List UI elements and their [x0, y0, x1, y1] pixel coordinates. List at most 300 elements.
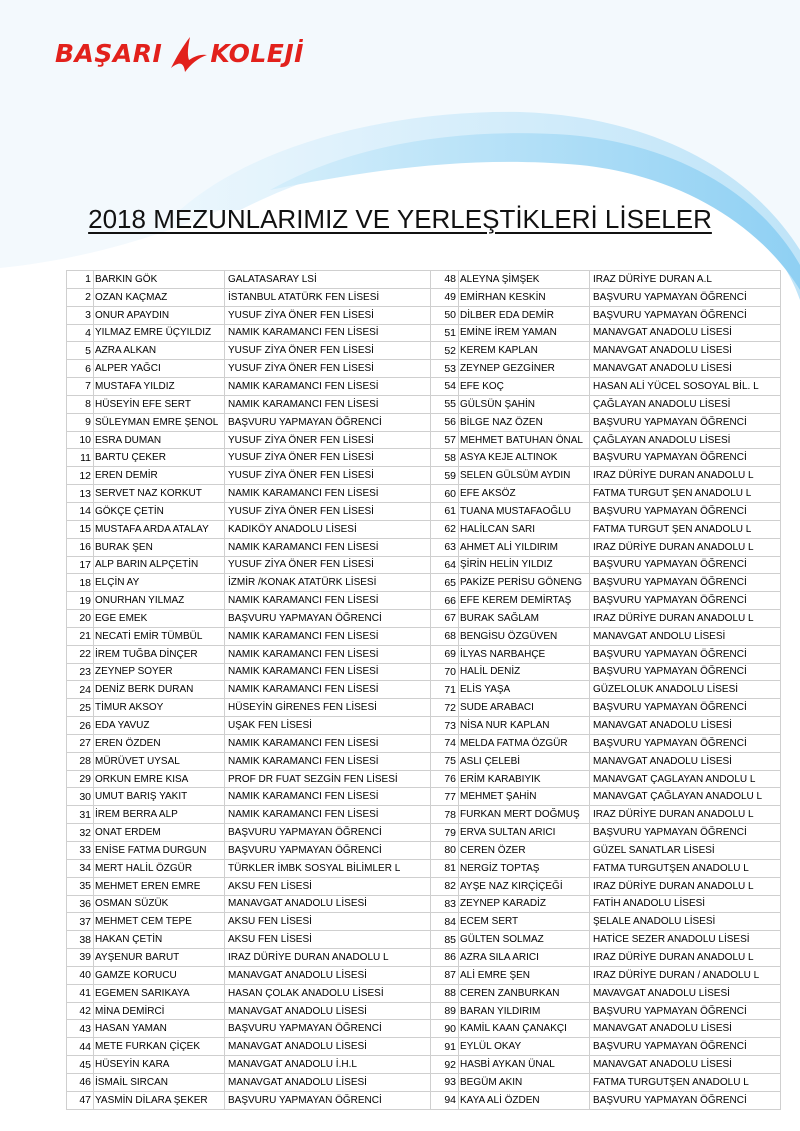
table-row: [431, 645, 781, 663]
student-name: GAMZE KORUCU: [94, 966, 225, 984]
logo-swoosh-icon: [163, 34, 209, 74]
placed-school: AKSU FEN LİSESİ: [225, 877, 431, 895]
row-number: 94: [431, 1091, 459, 1109]
student-name: MİNA DEMİRCİ: [94, 1002, 225, 1020]
table-row: [431, 538, 781, 556]
placed-school: BAŞVURU YAPMAYAN ÖĞRENCİ: [590, 699, 781, 717]
row-number: 55: [431, 395, 459, 413]
logo-text-right: KOLEJİ: [210, 39, 304, 68]
student-name: MEHMET BATUHAN ÖNAL: [459, 431, 590, 449]
table-row: [431, 431, 781, 449]
placed-school: HASAN ÇOLAK ANADOLU LİSESİ: [225, 984, 431, 1002]
row-number: 80: [431, 842, 459, 860]
row-number: 68: [431, 627, 459, 645]
placed-school: BAŞVURU YAPMAYAN ÖĞRENCİ: [590, 413, 781, 431]
row-number: 59: [431, 467, 459, 485]
row-number: 70: [431, 663, 459, 681]
table-row: [67, 360, 431, 378]
student-name: HALİL DENİZ: [459, 663, 590, 681]
row-number: 61: [431, 502, 459, 520]
table-row: [431, 1056, 781, 1074]
student-name: EMİRHAN KESKİN: [459, 288, 590, 306]
table-row: [431, 288, 781, 306]
placed-school: YUSUF ZİYA ÖNER FEN LİSESİ: [225, 502, 431, 520]
row-number: 57: [431, 431, 459, 449]
student-name: BURAK ŞEN: [94, 538, 225, 556]
row-number: 43: [67, 1020, 94, 1038]
row-number: 32: [67, 824, 94, 842]
table-row: [67, 395, 431, 413]
student-name: NİSA NUR KAPLAN: [459, 717, 590, 735]
placed-school: BAŞVURU YAPMAYAN ÖĞRENCİ: [590, 306, 781, 324]
placed-school: BAŞVURU YAPMAYAN ÖĞRENCİ: [590, 1038, 781, 1056]
row-number: 17: [67, 556, 94, 574]
student-name: ZEYNEP KARADİZ: [459, 895, 590, 913]
row-number: 16: [67, 538, 94, 556]
placed-school: BAŞVURU YAPMAYAN ÖĞRENCİ: [590, 449, 781, 467]
student-name: MUSTAFA YILDIZ: [94, 378, 225, 396]
placed-school: NAMIK KARAMANCI FEN LİSESİ: [225, 592, 431, 610]
student-name: BURAK SAĞLAM: [459, 610, 590, 628]
student-name: MERT HALİL ÖZGÜR: [94, 859, 225, 877]
student-name: AZRA SILA ARICI: [459, 949, 590, 967]
placed-school: BAŞVURU YAPMAYAN ÖĞRENCİ: [590, 574, 781, 592]
student-name: ORKUN EMRE KISA: [94, 770, 225, 788]
row-number: 39: [67, 949, 94, 967]
table-row: [67, 877, 431, 895]
table-row: [431, 360, 781, 378]
student-name: ECEM SERT: [459, 913, 590, 931]
table-row: [67, 288, 431, 306]
page-title: 2018 MEZUNLARIMIZ VE YERLEŞTİKLERİ LİSELER: [88, 204, 712, 234]
row-number: 9: [67, 413, 94, 431]
row-number: 66: [431, 592, 459, 610]
table-row: [431, 681, 781, 699]
table-row: [431, 931, 781, 949]
row-number: 41: [67, 984, 94, 1002]
placed-school: MANAVGAT ANADOLU LİSESİ: [590, 752, 781, 770]
student-name: BİLGE NAZ ÖZEN: [459, 413, 590, 431]
student-name: AYŞENUR BARUT: [94, 949, 225, 967]
row-number: 20: [67, 610, 94, 628]
table-row: [67, 859, 431, 877]
placed-school: YUSUF ZİYA ÖNER FEN LİSESİ: [225, 306, 431, 324]
student-name: ALP BARIN ALPÇETİN: [94, 556, 225, 574]
row-number: 48: [431, 271, 459, 289]
placed-school: MANAVGAT ANADOLU LİSESİ: [590, 1020, 781, 1038]
student-name: BARTU ÇEKER: [94, 449, 225, 467]
table-row: [67, 520, 431, 538]
row-number: 85: [431, 931, 459, 949]
table-row: [67, 913, 431, 931]
student-name: ERİM KARABIYIK: [459, 770, 590, 788]
student-name: GÖKÇE ÇETİN: [94, 502, 225, 520]
table-row: [67, 467, 431, 485]
row-number: 26: [67, 717, 94, 735]
row-number: 64: [431, 556, 459, 574]
row-number: 73: [431, 717, 459, 735]
row-number: 36: [67, 895, 94, 913]
table-row: [67, 770, 431, 788]
row-number: 51: [431, 324, 459, 342]
row-number: 53: [431, 360, 459, 378]
placed-school: MANAVGAT ANADOLU LİSESİ: [590, 324, 781, 342]
row-number: 69: [431, 645, 459, 663]
table-row: [67, 431, 431, 449]
row-number: 42: [67, 1002, 94, 1020]
student-name: HASAN YAMAN: [94, 1020, 225, 1038]
placed-school: BAŞVURU YAPMAYAN ÖĞRENCİ: [225, 824, 431, 842]
placed-school: MANAVGAT ÇAGLAYAN ANDOLU L: [590, 770, 781, 788]
row-number: 6: [67, 360, 94, 378]
placed-school: MANAVGAT ANADOLU İ.H.L: [225, 1056, 431, 1074]
table-row: [67, 699, 431, 717]
graduates-table-left: [66, 270, 431, 1110]
row-number: 11: [67, 449, 94, 467]
student-name: KEREM KAPLAN: [459, 342, 590, 360]
row-number: 35: [67, 877, 94, 895]
table-row: [67, 984, 431, 1002]
logo-text-left: BAŞARI: [55, 39, 163, 68]
placed-school: MANAVGAT ANADOLU LİSESİ: [225, 966, 431, 984]
row-number: 56: [431, 413, 459, 431]
placed-school: HATİCE SEZER ANADOLU LİSESİ: [590, 931, 781, 949]
placed-school: BAŞVURU YAPMAYAN ÖĞRENCİ: [590, 824, 781, 842]
student-name: MELDA FATMA ÖZGÜR: [459, 734, 590, 752]
row-number: 14: [67, 502, 94, 520]
student-name: ZEYNEP GEZGİNER: [459, 360, 590, 378]
row-number: 54: [431, 378, 459, 396]
student-name: ONAT ERDEM: [94, 824, 225, 842]
row-number: 78: [431, 806, 459, 824]
student-name: EFE KOÇ: [459, 378, 590, 396]
row-number: 4: [67, 324, 94, 342]
placed-school: NAMIK KARAMANCI FEN LİSESİ: [225, 788, 431, 806]
student-name: EFE KEREM DEMİRTAŞ: [459, 592, 590, 610]
placed-school: FATMA TURGUTŞEN ANADOLU L: [590, 1073, 781, 1091]
placed-school: YUSUF ZİYA ÖNER FEN LİSESİ: [225, 449, 431, 467]
student-name: EYLÜL OKAY: [459, 1038, 590, 1056]
placed-school: NAMIK KARAMANCI FEN LİSESİ: [225, 395, 431, 413]
table-row: [431, 699, 781, 717]
table-row: [431, 734, 781, 752]
student-name: HÜSEYİN EFE SERT: [94, 395, 225, 413]
table-row: [431, 610, 781, 628]
placed-school: AKSU FEN LİSESİ: [225, 931, 431, 949]
placed-school: IRAZ DÜRİYE DURAN ANADOLU L: [590, 949, 781, 967]
student-name: ONURHAN YILMAZ: [94, 592, 225, 610]
student-name: ASLI ÇELEBİ: [459, 752, 590, 770]
placed-school: UŞAK FEN LİSESİ: [225, 717, 431, 735]
graduates-table-right: [430, 270, 781, 1110]
student-name: EREN DEMİR: [94, 467, 225, 485]
student-name: ŞİRİN HELİN YILDIZ: [459, 556, 590, 574]
placed-school: MANAVGAT ANADOLU LİSESİ: [590, 360, 781, 378]
table-row: [431, 1038, 781, 1056]
row-number: 79: [431, 824, 459, 842]
table-row: [431, 592, 781, 610]
table-row: [67, 306, 431, 324]
row-number: 47: [67, 1091, 94, 1109]
student-name: OZAN KAÇMAZ: [94, 288, 225, 306]
student-name: FURKAN MERT DOĞMUŞ: [459, 806, 590, 824]
row-number: 92: [431, 1056, 459, 1074]
table-row: [67, 966, 431, 984]
placed-school: NAMIK KARAMANCI FEN LİSESİ: [225, 681, 431, 699]
placed-school: YUSUF ZİYA ÖNER FEN LİSESİ: [225, 360, 431, 378]
placed-school: MANAVGAT ANADOLU LİSESİ: [225, 1038, 431, 1056]
placed-school: YUSUF ZİYA ÖNER FEN LİSESİ: [225, 342, 431, 360]
table-row: [67, 752, 431, 770]
row-number: 28: [67, 752, 94, 770]
student-name: ALİ EMRE ŞEN: [459, 966, 590, 984]
student-name: YASMİN DİLARA ŞEKER: [94, 1091, 225, 1109]
student-name: MEHMET EREN EMRE: [94, 877, 225, 895]
table-row: [431, 485, 781, 503]
placed-school: BAŞVURU YAPMAYAN ÖĞRENCİ: [590, 288, 781, 306]
table-row: [67, 1056, 431, 1074]
row-number: 5: [67, 342, 94, 360]
row-number: 67: [431, 610, 459, 628]
placed-school: GÜZELOLUK ANADOLU LİSESİ: [590, 681, 781, 699]
student-name: AZRA ALKAN: [94, 342, 225, 360]
row-number: 24: [67, 681, 94, 699]
row-number: 58: [431, 449, 459, 467]
row-number: 75: [431, 752, 459, 770]
row-number: 77: [431, 788, 459, 806]
placed-school: NAMIK KARAMANCI FEN LİSESİ: [225, 378, 431, 396]
student-name: NERGİZ TOPTAŞ: [459, 859, 590, 877]
row-number: 3: [67, 306, 94, 324]
row-number: 31: [67, 806, 94, 824]
table-row: [67, 556, 431, 574]
table-row: [67, 574, 431, 592]
placed-school: MANAVGAT ÇAĞLAYAN ANADOLU L: [590, 788, 781, 806]
student-name: BENGİSU ÖZGÜVEN: [459, 627, 590, 645]
table-row: [431, 627, 781, 645]
student-name: MEHMET ŞAHİN: [459, 788, 590, 806]
placed-school: NAMIK KARAMANCI FEN LİSESİ: [225, 485, 431, 503]
row-number: 1: [67, 271, 94, 289]
logo: [55, 34, 304, 74]
table-row: [431, 1002, 781, 1020]
placed-school: IRAZ DÜRİYE DURAN / ANADOLU L: [590, 966, 781, 984]
placed-school: HÜSEYİN GİRENES FEN LİSESİ: [225, 699, 431, 717]
row-number: 89: [431, 1002, 459, 1020]
student-name: ALEYNA ŞİMŞEK: [459, 271, 590, 289]
table-row: [431, 966, 781, 984]
row-number: 62: [431, 520, 459, 538]
table-row: [67, 1073, 431, 1091]
placed-school: MANAVGAT ANADOLU LİSESİ: [590, 342, 781, 360]
table-row: [431, 556, 781, 574]
row-number: 15: [67, 520, 94, 538]
placed-school: GALATASARAY LSİ: [225, 271, 431, 289]
table-row: [431, 449, 781, 467]
row-number: 25: [67, 699, 94, 717]
table-row: [431, 520, 781, 538]
row-number: 76: [431, 770, 459, 788]
table-row: [67, 931, 431, 949]
table-row: [67, 538, 431, 556]
student-name: EGE EMEK: [94, 610, 225, 628]
table-row: [67, 717, 431, 735]
table-row: [431, 271, 781, 289]
placed-school: IRAZ DÜRİYE DURAN ANADOLU L: [590, 467, 781, 485]
table-row: [67, 1002, 431, 1020]
placed-school: IRAZ DÜRİYE DURAN ANADOLU L: [590, 538, 781, 556]
row-number: 30: [67, 788, 94, 806]
student-name: İREM BERRA ALP: [94, 806, 225, 824]
student-name: TUANA MUSTAFAOĞLU: [459, 502, 590, 520]
row-number: 23: [67, 663, 94, 681]
table-row: [67, 788, 431, 806]
row-number: 74: [431, 734, 459, 752]
placed-school: HASAN ALİ YÜCEL SOSOYAL BİL. L: [590, 378, 781, 396]
placed-school: NAMIK KARAMANCI FEN LİSESİ: [225, 734, 431, 752]
row-number: 52: [431, 342, 459, 360]
student-name: HAKAN ÇETİN: [94, 931, 225, 949]
student-name: İREM TUĞBA DİNÇER: [94, 645, 225, 663]
row-number: 44: [67, 1038, 94, 1056]
table-row: [67, 1091, 431, 1109]
student-name: KAMİL KAAN ÇANAKÇI: [459, 1020, 590, 1038]
placed-school: MANAVGAT ANADOLU LİSESİ: [225, 1002, 431, 1020]
student-name: ALPER YAĞCI: [94, 360, 225, 378]
table-row: [67, 413, 431, 431]
placed-school: IRAZ DÜRİYE DURAN ANADOLU L: [590, 877, 781, 895]
placed-school: KADIKÖY ANADOLU LİSESİ: [225, 520, 431, 538]
table-row: [67, 502, 431, 520]
placed-school: IRAZ DÜRİYE DURAN ANADOLU L: [590, 806, 781, 824]
table-row: [431, 984, 781, 1002]
placed-school: NAMIK KARAMANCI FEN LİSESİ: [225, 324, 431, 342]
student-name: OSMAN SÜZÜK: [94, 895, 225, 913]
placed-school: BAŞVURU YAPMAYAN ÖĞRENCİ: [590, 645, 781, 663]
student-name: ERVA SULTAN ARICI: [459, 824, 590, 842]
row-number: 65: [431, 574, 459, 592]
row-number: 21: [67, 627, 94, 645]
student-name: HASBİ AYKAN ÜNAL: [459, 1056, 590, 1074]
placed-school: YUSUF ZİYA ÖNER FEN LİSESİ: [225, 556, 431, 574]
table-row: [431, 467, 781, 485]
table-row: [67, 842, 431, 860]
table-row: [431, 806, 781, 824]
table-row: [431, 663, 781, 681]
row-number: 34: [67, 859, 94, 877]
placed-school: BAŞVURU YAPMAYAN ÖĞRENCİ: [225, 1020, 431, 1038]
placed-school: ÇAĞLAYAN ANADOLU LİSESİ: [590, 395, 781, 413]
row-number: 81: [431, 859, 459, 877]
placed-school: TÜRKLER İMBK SOSYAL BİLİMLER L: [225, 859, 431, 877]
table-row: [67, 806, 431, 824]
placed-school: YUSUF ZİYA ÖNER FEN LİSESİ: [225, 467, 431, 485]
student-name: AHMET ALİ YILDIRIM: [459, 538, 590, 556]
placed-school: IRAZ DÜRİYE DURAN ANADOLU L: [590, 610, 781, 628]
placed-school: MANAVGAT ANADOLU LİSESİ: [225, 895, 431, 913]
student-name: EDA YAVUZ: [94, 717, 225, 735]
table-row: [67, 645, 431, 663]
table-row: [67, 734, 431, 752]
row-number: 22: [67, 645, 94, 663]
table-row: [67, 271, 431, 289]
placed-school: PROF DR FUAT SEZGİN FEN LİSESİ: [225, 770, 431, 788]
row-number: 37: [67, 913, 94, 931]
student-name: İSMAİL SIRCAN: [94, 1073, 225, 1091]
row-number: 83: [431, 895, 459, 913]
student-name: CEREN ZANBURKAN: [459, 984, 590, 1002]
row-number: 33: [67, 842, 94, 860]
row-number: 88: [431, 984, 459, 1002]
row-number: 38: [67, 931, 94, 949]
placed-school: GÜZEL SANATLAR LİSESİ: [590, 842, 781, 860]
student-name: SÜLEYMAN EMRE ŞENOL: [94, 413, 225, 431]
student-name: GÜLSÜN ŞAHİN: [459, 395, 590, 413]
row-number: 72: [431, 699, 459, 717]
row-number: 71: [431, 681, 459, 699]
table-row: [431, 1091, 781, 1109]
student-name: HÜSEYİN KARA: [94, 1056, 225, 1074]
student-name: ELÇİN AY: [94, 574, 225, 592]
table-row: [431, 752, 781, 770]
student-name: AYŞE NAZ KIRÇİÇEĞİ: [459, 877, 590, 895]
placed-school: BAŞVURU YAPMAYAN ÖĞRENCİ: [225, 1091, 431, 1109]
row-number: 46: [67, 1073, 94, 1091]
student-name: İLYAS NARBAHÇE: [459, 645, 590, 663]
placed-school: NAMIK KARAMANCI FEN LİSESİ: [225, 627, 431, 645]
placed-school: MANAVGAT ANDOLU LİSESİ: [590, 627, 781, 645]
table-row: [67, 485, 431, 503]
table-row: [431, 502, 781, 520]
table-row: [431, 824, 781, 842]
table-row: [431, 413, 781, 431]
placed-school: BAŞVURU YAPMAYAN ÖĞRENCİ: [590, 734, 781, 752]
row-number: 50: [431, 306, 459, 324]
row-number: 84: [431, 913, 459, 931]
placed-school: NAMIK KARAMANCI FEN LİSESİ: [225, 806, 431, 824]
student-name: MEHMET CEM TEPE: [94, 913, 225, 931]
placed-school: MANAVGAT ANADOLU LİSESİ: [590, 717, 781, 735]
student-name: EREN ÖZDEN: [94, 734, 225, 752]
table-row: [431, 842, 781, 860]
placed-school: BAŞVURU YAPMAYAN ÖĞRENCİ: [225, 413, 431, 431]
placed-school: AKSU FEN LİSESİ: [225, 913, 431, 931]
student-name: BEGÜM AKIN: [459, 1073, 590, 1091]
row-number: 27: [67, 734, 94, 752]
placed-school: MANAVGAT ANADOLU LİSESİ: [590, 1056, 781, 1074]
student-name: ASYA KEJE ALTINOK: [459, 449, 590, 467]
student-name: MÜRÜVET UYSAL: [94, 752, 225, 770]
table-row: [67, 1038, 431, 1056]
student-name: BARAN YILDIRIM: [459, 1002, 590, 1020]
placed-school: FATMA TURGUT ŞEN ANADOLU L: [590, 485, 781, 503]
row-number: 19: [67, 592, 94, 610]
placed-school: MANAVGAT ANADOLU LİSESİ: [225, 1073, 431, 1091]
table-row: [67, 895, 431, 913]
row-number: 93: [431, 1073, 459, 1091]
table-row: [431, 895, 781, 913]
student-name: MUSTAFA ARDA ATALAY: [94, 520, 225, 538]
row-number: 8: [67, 395, 94, 413]
placed-school: YUSUF ZİYA ÖNER FEN LİSESİ: [225, 431, 431, 449]
student-name: EMİNE İREM YAMAN: [459, 324, 590, 342]
table-row: [431, 1073, 781, 1091]
table-row: [431, 877, 781, 895]
table-row: [431, 342, 781, 360]
table-row: [431, 770, 781, 788]
row-number: 29: [67, 770, 94, 788]
placed-school: NAMIK KARAMANCI FEN LİSESİ: [225, 663, 431, 681]
